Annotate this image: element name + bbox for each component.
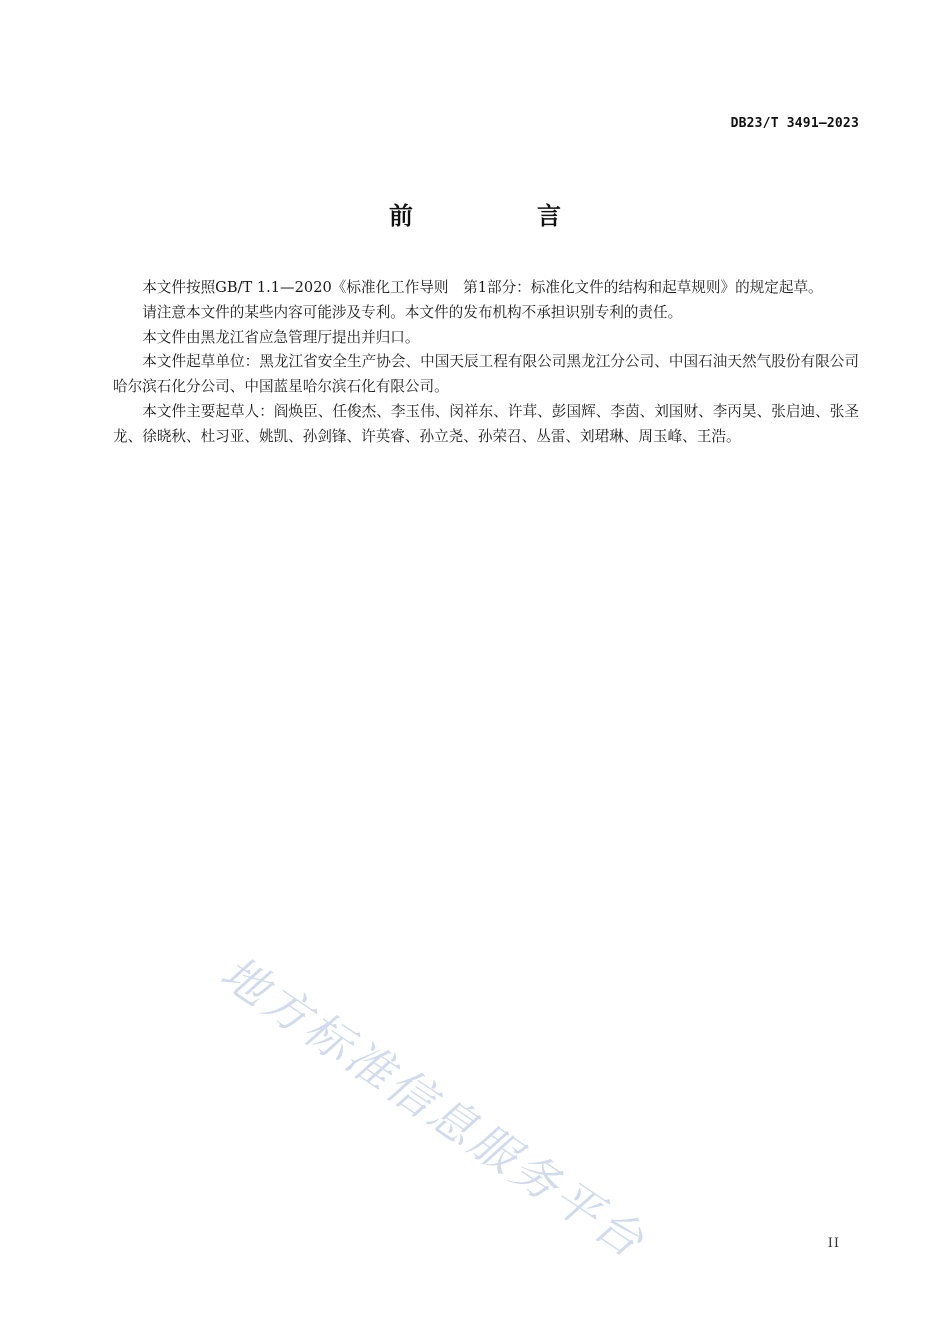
page-title: 前 言	[389, 202, 611, 230]
paragraph-drafting-rules: 本文件按照GB/T 1.1—2020《标准化工作导则 第1部分：标准化文件的结构和起草规则》的规定起草。	[142, 279, 823, 296]
paragraph-patent-notice: 请注意本文件的某些内容可能涉及专利。本文件的发布机构不承担识别专利的责任。	[142, 303, 683, 321]
document-code: DB23/T 3491—2023	[730, 116, 859, 131]
foreword-body	[113, 276, 859, 450]
page-number: II	[827, 1236, 840, 1251]
paragraph-proposer: 本文件由黑龙江省应急管理厅提出并归口。	[142, 328, 420, 346]
paragraph-drafting-units: 本文件起草单位：黑龙江省安全生产协会、中国天辰工程有限公司黑龙江分公司、中国石油天然气股份有限公司哈尔滨石化分公司、中国蓝星哈尔滨石化有限公司。	[113, 353, 859, 396]
watermark: 地方标准信息服务平台	[211, 945, 656, 1270]
paragraph-drafters: 本文件主要起草人：阎焕臣、任俊杰、李玉伟、闵祥东、许茸、彭国辉、李茵、刘国财、李丙昊、张启迪、张圣龙、徐晓秋、杜习亚、姚凯、孙剑锋、许英睿、孙立尧、孙荣召、丛雷、刘珺琳、周玉峰、王浩。	[113, 402, 859, 445]
